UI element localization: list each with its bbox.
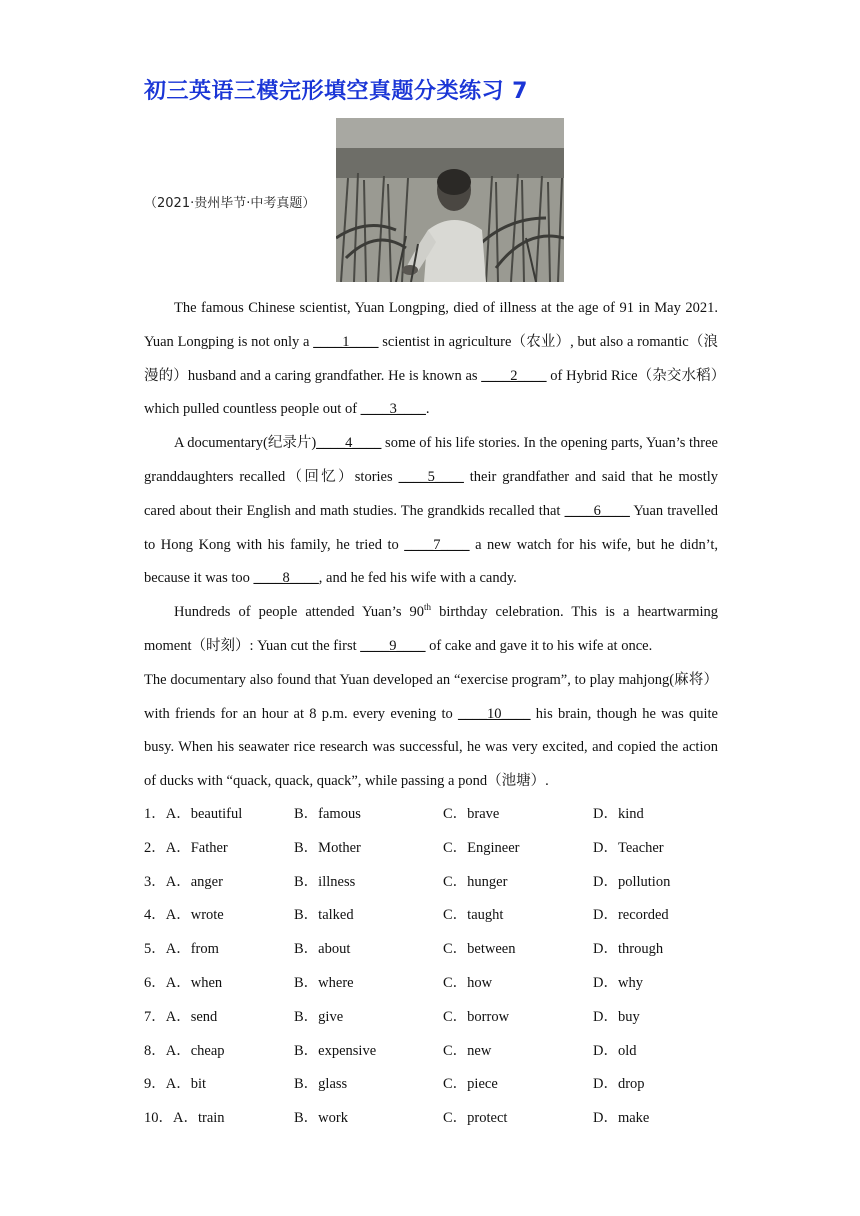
option-c: C．Engineer (443, 839, 520, 856)
question-row (144, 1068, 724, 1102)
option-d: D．old (593, 1042, 637, 1059)
option-b: B．give (294, 1008, 344, 1025)
text: . (425, 401, 430, 418)
option-b: B．work (294, 1110, 348, 1127)
question-row (144, 1001, 724, 1035)
blank-6: ____6____ (564, 502, 630, 519)
question-row (144, 933, 724, 967)
text: a new watch for his wife, but he didn’t, because it was too (144, 536, 718, 587)
option-a: 8．A．cheap (144, 1042, 225, 1059)
question-row (144, 1102, 724, 1136)
option-c: C．protect (443, 1110, 508, 1127)
superscript: th (424, 602, 432, 613)
paragraph-3 (144, 596, 718, 664)
option-c: C．brave (443, 806, 500, 822)
blank-10: ____10____ (458, 705, 531, 722)
text: his brain, though he was quite busy. When his seawater rice research was successful, he was very excited, and copied the action of ducks with “quack, quack, quack”, while passing a pond（池塘）. (144, 705, 718, 790)
text: of cake and gave it to his wife at once. (425, 637, 653, 654)
text: some of his life stories. In the opening parts, Yuan’s three granddaughters recalled（回忆）stories (144, 435, 718, 485)
question-row (144, 967, 724, 1001)
blank-7: ____7____ (404, 536, 470, 553)
option-b: B．famous (294, 806, 361, 822)
option-d: D．pollution (593, 873, 671, 890)
option-d: D．Teacher (593, 839, 664, 856)
blank-9: ____9____ (360, 637, 426, 654)
text: The documentary also found that Yuan developed an “exercise program”, to play mahjong(麻将）with friends for an hour at 8 p.m. every evening to (144, 671, 718, 722)
scientist-photo (336, 118, 564, 282)
option-c: C．how (443, 974, 493, 991)
paragraph-2 (144, 427, 718, 596)
option-c: C．between (443, 941, 516, 958)
blank-1: ____1____ (313, 333, 379, 350)
option-a: 2．A．Father (144, 839, 228, 856)
option-b: B．expensive (294, 1042, 377, 1059)
option-c: C．new (443, 1042, 492, 1059)
text: A documentary(纪录片) (174, 435, 317, 452)
option-d: D．why (593, 974, 643, 991)
text: , and he fed his wife with a candy. (318, 570, 517, 587)
option-b: B．about (294, 941, 351, 958)
option-a: 1．A．beautiful (144, 806, 243, 822)
option-d: D．buy (593, 1008, 640, 1025)
option-a: 10．A．train (144, 1110, 225, 1127)
blank-4: ____4____ (316, 435, 382, 452)
option-d: D．drop (593, 1076, 645, 1093)
option-d: D．through (593, 941, 664, 958)
paragraph-1 (144, 292, 718, 427)
option-b: B．where (294, 974, 354, 991)
option-d: D．make (593, 1110, 650, 1127)
paragraph-4 (144, 664, 718, 799)
option-b: B．glass (294, 1076, 348, 1093)
option-d: D．recorded (593, 907, 669, 924)
text: Yuan travelled to Hong Kong with his family, he tried to (144, 502, 719, 553)
question-row (144, 1035, 724, 1069)
option-c: C．hunger (443, 873, 508, 890)
blank-5: ____5____ (398, 468, 464, 485)
option-a: 5．A．from (144, 941, 219, 958)
text: birthday celebration. This is a heartwarming moment（时刻）: Yuan cut the first (144, 604, 719, 654)
option-c: C．piece (443, 1076, 498, 1093)
text: scientist in agriculture（农业）, but also a romantic（浪漫的）husband and a caring grandfather. He is known as (144, 333, 718, 384)
text: of Hybrid Rice（杂交水稻）which pulled countless people out of (144, 367, 718, 418)
option-b: B．illness (294, 873, 356, 890)
option-c: C．borrow (443, 1008, 510, 1025)
source-row (144, 118, 724, 282)
blank-8: ____8____ (253, 570, 319, 587)
blank-2: ____2____ (481, 367, 547, 384)
question-options (144, 798, 724, 1136)
option-a: 6．A．when (144, 974, 223, 991)
rice-field-photo-image (336, 118, 564, 282)
option-b: B．Mother (294, 839, 361, 856)
option-d: D．kind (593, 806, 644, 822)
source-label: （2021·贵州毕节·中考真题） (144, 196, 316, 211)
question-row (144, 798, 724, 832)
text: The famous Chinese scientist, Yuan Longping, died of illness at the age of 91 in May 2021. Yuan Longping is not only a (144, 300, 718, 350)
option-a: 9．A．bit (144, 1076, 207, 1093)
option-a: 4．A．wrote (144, 907, 224, 924)
blank-3: ____3____ (360, 401, 426, 418)
page-title: 初三英语三模完形填空真题分类练习 7 (144, 79, 528, 104)
option-c: C．taught (443, 907, 504, 924)
text: their grandfather and said that he mostly cared about their English and math studies. The grandkids recalled that (144, 468, 718, 519)
text: Hundreds of people attended Yuan’s 90 (174, 604, 425, 621)
option-b: B．talked (294, 907, 354, 924)
question-row (144, 832, 724, 866)
passage (144, 292, 718, 799)
option-a: 7．A．send (144, 1008, 218, 1025)
question-row (144, 899, 724, 933)
option-a: 3．A．anger (144, 873, 223, 890)
question-row (144, 866, 724, 900)
